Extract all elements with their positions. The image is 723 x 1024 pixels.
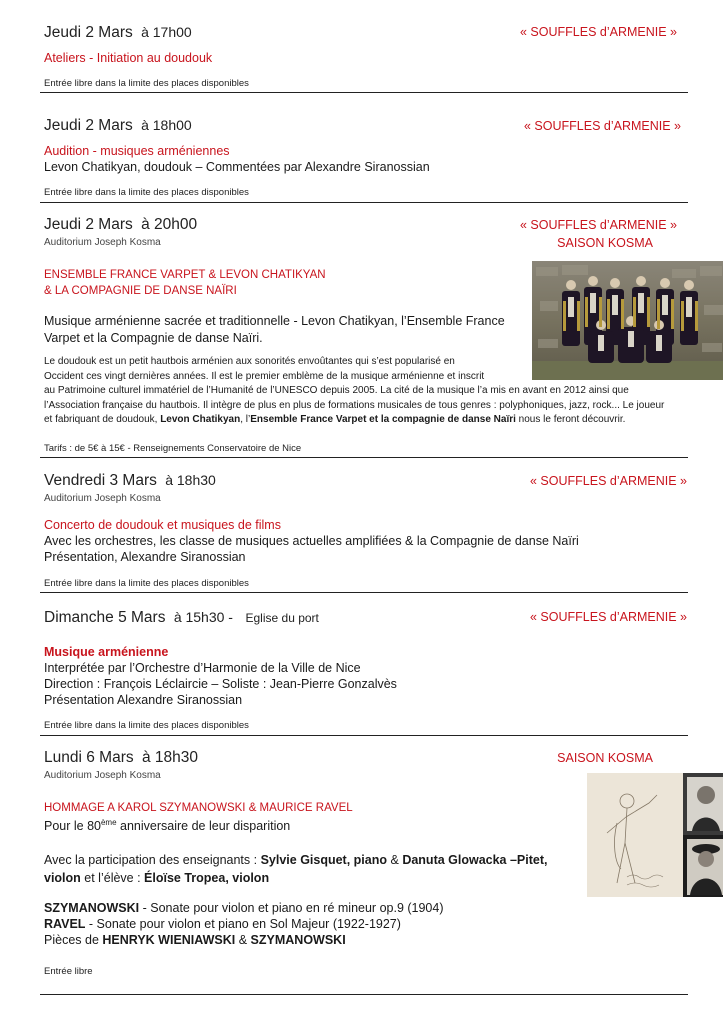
event-tag: « SOUFFLES d’ARMENIE » (524, 119, 681, 133)
event-6 (44, 0, 687, 1000)
event-desc-line-2: Présentation, Alexandre Siranossian (44, 550, 246, 564)
event-desc: Levon Chatikyan, doudouk – Commentées par Alexandre Siranossian (44, 160, 430, 174)
event-desc-line-1: Musique arménienne sacrée et traditionnelle - Levon Chatikyan, l’Ensemble France (44, 314, 505, 328)
event-desc-line-1: Interprétée par l’Orchestre d’Harmonie de la Ville de Nice (44, 661, 361, 675)
event-location: Auditorium Joseph Kosma (44, 493, 161, 504)
event-location: Auditorium Joseph Kosma (44, 770, 161, 781)
event-tag-saison: SAISON KOSMA (557, 236, 653, 250)
event-note: Entrée libre (44, 966, 93, 977)
event-programme: SZYMANOWSKI - Sonate pour violon et piano en ré mineur op.9 (1904) RAVEL - Sonate pour violon et piano en Sol Majeur (1922-1927) Pièces de HENRYK WIENIAWSKI & SZYMANOWSKI (44, 901, 444, 947)
event-tag: « SOUFFLES d’ARMENIE » (530, 610, 687, 624)
event-tag: « SOUFFLES d’ARMENIE » (520, 25, 677, 39)
event-title-line-1: ENSEMBLE FRANCE VARPET & LEVON CHATIKYAN (44, 269, 326, 281)
event-note: Entrée libre dans la limite des places disponibles (44, 578, 249, 589)
event-desc-line-3: Présentation Alexandre Siranossian (44, 693, 243, 707)
event-title: HOMMAGE A KAROL SZYMANOWSKI & MAURICE RAVEL (44, 802, 353, 814)
event-note: Entrée libre dans la limite des places disponibles (44, 720, 249, 731)
event-desc-line-1: Avec les orchestres, les classe de musiques actuelles amplifiées & la Compagnie de danse Naïri (44, 534, 579, 548)
event-title: Musique arménienne (44, 645, 169, 659)
event-paragraph: Le doudouk est un petit hautbois arménien aux sonorités envoûtantes qui s’est popularisé en Occident ces vingt dernières années. Il est le premier emblème de la musique arménienne et inscrit au Patrimoine culturel immatériel de l’Humanité de l’UNESCO depuis 2005. La cité de la musique l’a mis en avant en 2012 ainsi que l’Association française du hautbois. Il intègre de plus en plus de formations musicales de tous genres : polyphoniques, jazz, rock... Le joueur et fabriquant de doudouk, Levon Chatikyan, l’Ensemble France Varpet et la compagnie de danse Naïri nous le feront découvrir. (44, 356, 665, 425)
event-date: Vendredi 3 Mars à 18h30 (44, 472, 216, 489)
event-date: Dimanche 5 Mars à 15h30 - Eglise du port (44, 609, 319, 626)
composers-photo (587, 773, 723, 897)
event-date: Jeudi 2 Mars à 20h00 (44, 216, 198, 233)
event-date: Lundi 6 Mars à 18h30 (44, 749, 198, 766)
event-location: Auditorium Joseph Kosma (44, 237, 161, 248)
divider (40, 994, 688, 995)
event-tag: « SOUFFLES d’ARMENIE » (520, 218, 677, 232)
event-title-line-2: & LA COMPAGNIE DE DANSE NAÏRI (44, 285, 237, 297)
event-title: Concerto de doudouk et musiques de films (44, 518, 281, 532)
event-note: Tarifs : de 5€ à 15€ - Renseignements Conservatoire de Nice (44, 443, 302, 454)
event-title: Ateliers - Initiation au doudouk (44, 51, 213, 65)
event-tag-saison: SAISON KOSMA (557, 751, 653, 765)
event-note: Entrée libre dans la limite des places disponibles (44, 78, 249, 89)
event-date: Jeudi 2 Mars à 17h00 (44, 24, 192, 41)
event-tag: « SOUFFLES d’ARMENIE » (530, 474, 687, 488)
event-title: Audition - musiques arméniennes (44, 144, 230, 158)
event-desc-line-2: Direction : François Léclaircie – Soliste : Jean-Pierre Gonzalvès (44, 677, 397, 691)
event-note: Entrée libre dans la limite des places disponibles (44, 187, 249, 198)
event-participants: Avec la participation des enseignants : Sylvie Gisquet, piano & Danuta Glowacka –Pitet, violon et l’élève : Éloïse Tropea, violon (44, 853, 548, 885)
event-anniversary: Pour le 80ème anniversaire de leur disparition (44, 818, 291, 834)
event-desc-line-2: Varpet et la Compagnie de danse Naïri. (44, 331, 263, 345)
event-date: Jeudi 2 Mars à 18h00 (44, 117, 192, 134)
